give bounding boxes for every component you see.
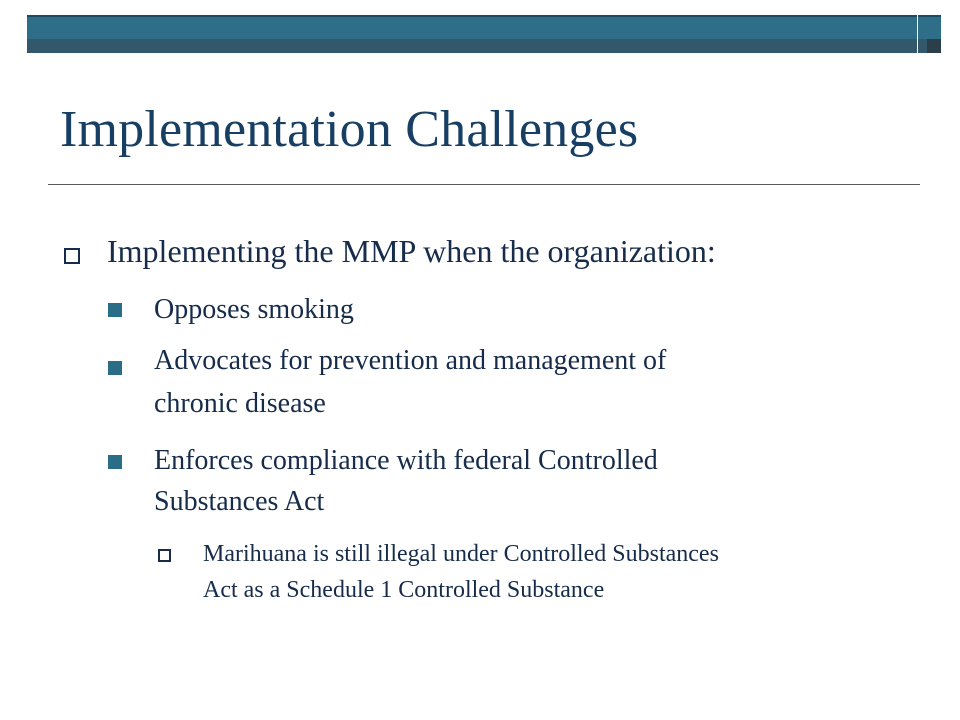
slide-title: Implementation Challenges: [60, 101, 639, 158]
bullet-hollow-square-icon: [158, 549, 171, 562]
header-bar: [27, 15, 917, 39]
bullet-level2-text: Advocates for prevention and management of: [154, 345, 667, 376]
bullet-level3-text-continued: Act as a Schedule 1 Controlled Substance: [203, 577, 605, 603]
header-corner-block: [918, 15, 941, 39]
bullet-level1-text: Implementing the MMP when the organization:: [107, 233, 716, 269]
bullet-level2-text-continued: Substances Act: [154, 486, 325, 517]
header-corner-accent: [927, 39, 941, 53]
bullet-filled-square-icon: [108, 455, 122, 469]
bullet-level2-text-continued: chronic disease: [154, 388, 326, 419]
bullet-level2-text: Enforces compliance with federal Controlled: [154, 445, 658, 476]
bullet-filled-square-icon: [108, 361, 122, 375]
bullet-level3-text: Marihuana is still illegal under Controlled Substances: [203, 541, 719, 567]
header-bar-shadow: [27, 39, 917, 53]
bullet-hollow-square-icon: [64, 248, 80, 264]
bullet-filled-square-icon: [108, 303, 122, 317]
title-divider: [48, 184, 920, 185]
bullet-level2-text: Opposes smoking: [154, 294, 354, 325]
